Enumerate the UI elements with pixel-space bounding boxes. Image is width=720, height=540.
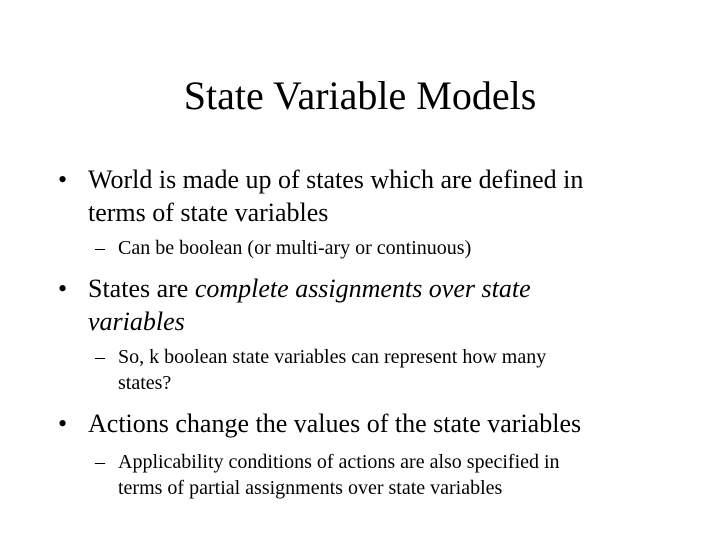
sub-bullet-dash: – (95, 346, 105, 368)
sub-bullet-2-line-1: So, k boolean state variables can represent how many (118, 346, 547, 368)
bullet-dot: • (58, 165, 68, 194)
bullet-1-text (88, 163, 688, 229)
bullet-2-line-2 (88, 305, 688, 338)
sub-bullet-dash: – (95, 237, 105, 259)
slide-title: State Variable Models (183, 73, 537, 118)
sub-bullet-2-text (118, 344, 678, 396)
bullet-2-prefix: States are (88, 274, 195, 303)
bullet-2-emphasis-1: complete assignments over state (194, 274, 531, 303)
bullet-2-emphasis-2: variables (88, 307, 185, 336)
sub-bullet-dash: – (95, 451, 105, 473)
bullet-1-line-2: terms of state variables (88, 198, 329, 227)
sub-bullet-1-text (118, 235, 678, 261)
bullet-dot: • (58, 409, 68, 438)
bullet-dot: • (58, 274, 68, 303)
sub-bullet-3-line-1: Applicability conditions of actions are also specified in (118, 451, 560, 473)
bullet-2-text (88, 272, 688, 338)
sub-bullet-2-line-2: states? (118, 372, 172, 394)
bullet-3-line-1: Actions change the values of the state variables (88, 409, 582, 438)
sub-bullet-3-text (118, 449, 678, 501)
bullet-1-line-1: World is made up of states which are defined in (88, 165, 584, 194)
bullet-2-line-1 (88, 272, 688, 305)
sub-bullet-1-line-1: Can be boolean (or multi-ary or continuous) (118, 237, 472, 259)
sub-bullet-3-line-2: terms of partial assignments over state variables (118, 477, 503, 499)
bullet-3-text (88, 407, 688, 440)
